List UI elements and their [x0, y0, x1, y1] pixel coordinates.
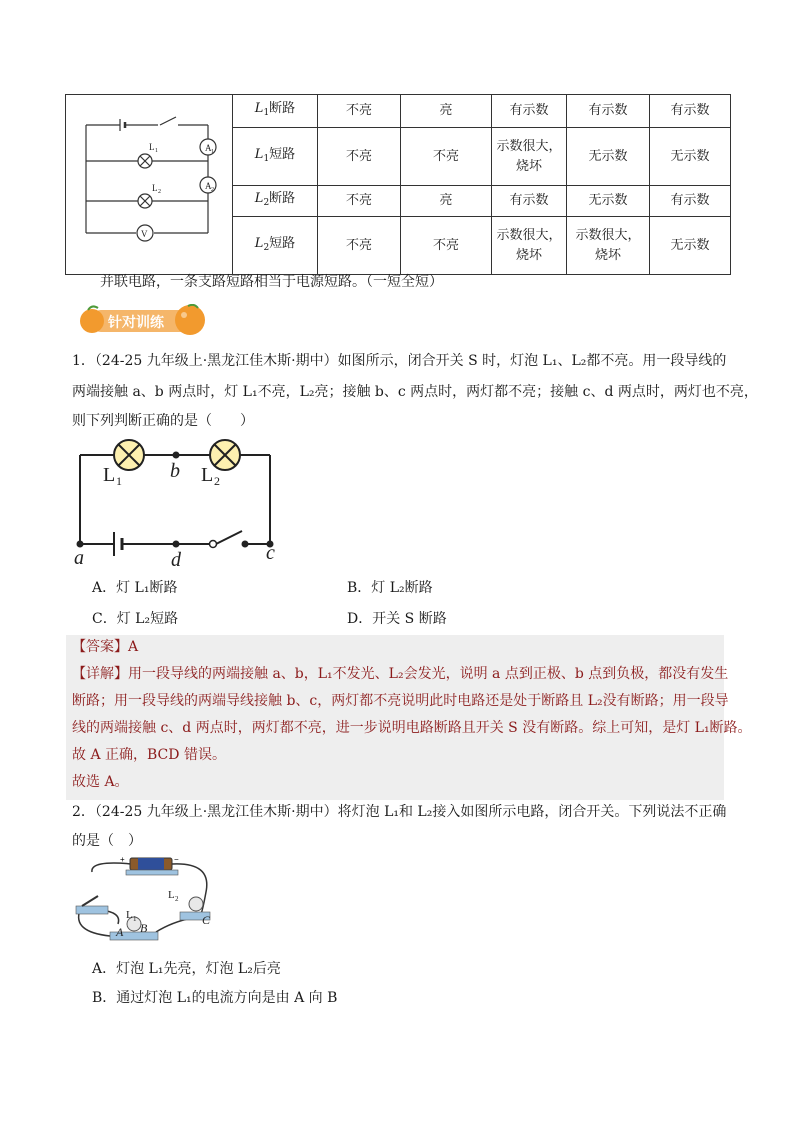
row2-name: $L_1$短路: [233, 128, 318, 186]
q1-option-d[interactable]: D．开关 S 断路: [347, 611, 447, 627]
answer-detail-4: 故 A 正确，BCD 错误。: [72, 747, 226, 763]
table-cell: 示数很大，烧坏: [492, 128, 567, 186]
q1-option-a[interactable]: A．灯 L₁断路: [92, 580, 178, 596]
table-cell: 有示数: [650, 95, 731, 128]
svg-text:A: A: [205, 181, 212, 191]
training-badge: [78, 304, 208, 338]
table-cell: 不亮: [401, 128, 492, 186]
q1-line1: 1．（24-25 九年级上·黑龙江佳木斯·期中）如图所示，闭合开关 S 时，灯泡 L₁、L₂都不亮。用一段导线的: [72, 353, 727, 369]
q1-line2: 两端接触 a、b 两点时，灯 L₁不亮，L₂亮；接触 b、c 两点时，两灯都不亮；接触 c、d 两点时，两灯也不亮，: [72, 384, 758, 400]
table-cell: 无示数: [567, 128, 650, 186]
q1-line3: 则下列判断正确的是（ ）: [72, 413, 254, 429]
answer-detail-3: 线的两端接触 c、d 两点时，两灯都不亮，进一步说明电路断路且开关 S 没有断路。综上可知，是灯 L₁断路。: [72, 720, 752, 736]
svg-text:L: L: [152, 183, 158, 193]
table-cell: 无示数: [650, 217, 731, 275]
svg-text:−: −: [174, 855, 179, 864]
svg-text:2: 2: [211, 187, 214, 193]
q2-line1: 2．（24-25 九年级上·黑龙江佳木斯·期中）将灯泡 L₁和 L₂接入如图所示电路，闭合开关。下列说法不正确: [72, 804, 727, 820]
svg-text:L: L: [103, 464, 116, 486]
row3-name: $L_2$断路: [233, 186, 318, 217]
svg-text:A: A: [116, 925, 124, 939]
q2-physical-circuit-diagram: [72, 852, 222, 952]
fault-table: [65, 94, 731, 275]
table-cell: 有示数: [492, 95, 567, 128]
q1-option-b[interactable]: B．灯 L₂断路: [347, 580, 433, 596]
circuit-diagram-cell: [66, 95, 233, 275]
parallel-circuit-diagram: [66, 95, 232, 267]
answer-label: 【答案】A: [72, 639, 139, 655]
svg-text:2: 2: [214, 474, 220, 488]
svg-text:c: c: [266, 542, 275, 564]
badge-label: 针对训练: [108, 315, 164, 331]
svg-text:C: C: [202, 913, 211, 927]
answer-detail-1: 【详解】用一段导线的两端接触 a、b，L₁不发光、L₂会发光，说明 a 点到正极、b 点到负极，都没有发生: [72, 666, 729, 682]
q2-line2: 的是（ ）: [72, 833, 142, 849]
svg-text:L: L: [149, 142, 155, 152]
svg-text:b: b: [170, 460, 180, 482]
q2-option-a[interactable]: A．灯泡 L₁先亮，灯泡 L₂后亮: [92, 961, 281, 977]
table-cell: 不亮: [318, 217, 401, 275]
svg-text:L: L: [126, 909, 133, 921]
svg-text:2: 2: [158, 189, 161, 195]
row1-name: $L_1$断路: [233, 95, 318, 128]
switch-icon: [76, 896, 108, 914]
svg-text:L: L: [168, 889, 175, 901]
parallel-note: 并联电路，一条支路短路相当于电源短路。（一短全短）: [100, 274, 443, 290]
table-cell: 有示数: [650, 186, 731, 217]
svg-text:d: d: [171, 549, 181, 568]
svg-text:1: 1: [155, 148, 158, 154]
battery-icon: [126, 858, 178, 875]
table-cell: 不亮: [318, 186, 401, 217]
q1-series-circuit-diagram: [70, 438, 290, 568]
lamp-l2-icon: [210, 440, 240, 470]
q1-option-c[interactable]: C．灯 L₂短路: [92, 611, 179, 627]
svg-text:B: B: [140, 921, 148, 935]
answer-detail-2: 断路；用一段导线的两端导线接触 b、c，两灯都不亮说明此时电路还是处于断路且 L₂没有断路；用一段导: [72, 693, 729, 709]
table-cell: 亮: [401, 186, 492, 217]
table-cell: 无示数: [650, 128, 731, 186]
table-cell: 不亮: [401, 217, 492, 275]
svg-text:+: +: [120, 855, 125, 864]
lamp-l1-icon: [114, 440, 144, 470]
table-cell: 不亮: [318, 128, 401, 186]
table-cell: 无示数: [567, 186, 650, 217]
table-cell: 有示数: [492, 186, 567, 217]
table-cell: 亮: [401, 95, 492, 128]
svg-text:1: 1: [116, 474, 122, 488]
table-cell: 示数很大，烧坏: [567, 217, 650, 275]
svg-text:V: V: [141, 229, 148, 239]
svg-text:1: 1: [211, 149, 214, 155]
table-cell: 示数很大，烧坏: [492, 217, 567, 275]
answer-detail-5: 故选 A。: [72, 774, 129, 790]
svg-text:2: 2: [175, 895, 179, 903]
svg-text:1: 1: [133, 915, 137, 923]
table-cell: 不亮: [318, 95, 401, 128]
svg-text:A: A: [205, 143, 212, 153]
table-cell: 有示数: [567, 95, 650, 128]
svg-text:a: a: [74, 547, 84, 568]
row4-name: $L_2$短路: [233, 217, 318, 275]
svg-text:L: L: [201, 464, 214, 486]
q2-option-b[interactable]: B．通过灯泡 L₁的电流方向是由 A 向 B: [92, 990, 338, 1006]
